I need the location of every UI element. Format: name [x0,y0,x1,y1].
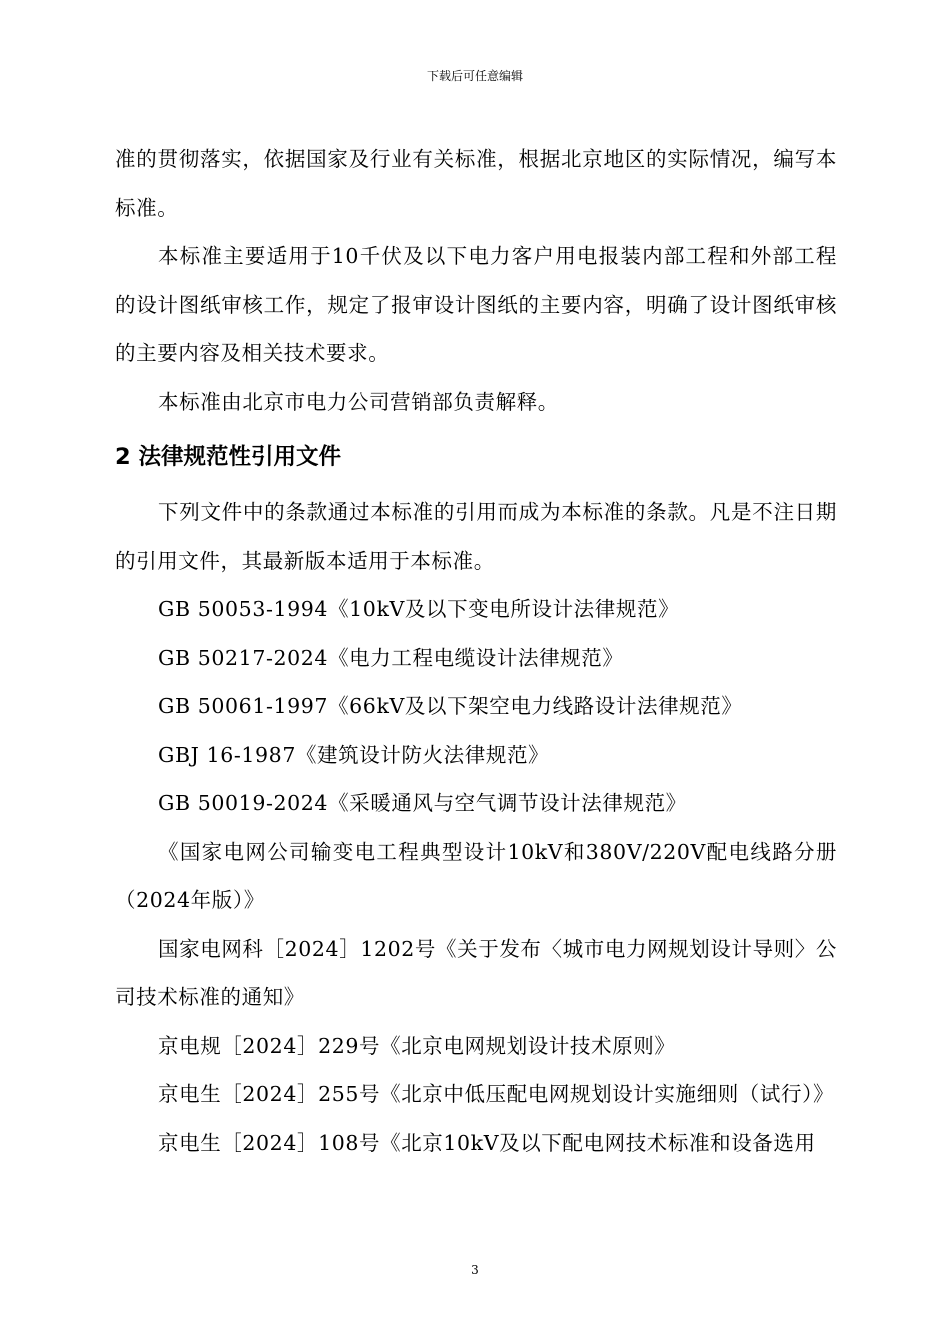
paragraph-continuation: 准的贯彻落实，依据国家及行业有关标准，根据北京地区的实际情况，编写本标准。 [115,147,837,220]
reference-item: GBJ 16-1987《建筑设计防火法律规范》 [158,742,550,767]
page-number: 3 [471,1263,479,1277]
reference-item: GB 50061-1997《66kV及以下架空电力线路设计法律规范》 [158,694,743,718]
section-heading: 2 法律规范性引用文件 [115,444,341,470]
paragraph-references-intro: 下列文件中的条款通过本标准的引用而成为本标准的条款。凡是不注日期的引用文件，其最新版本适用于本标准。 [115,500,837,573]
paragraph-scope: 本标准主要适用于10千伏及以下电力客户用电报装内部工程和外部工程的设计图纸审核工作，规定了报审设计图纸的主要内容，明确了设计图纸审核的主要内容及相关技术要求。 [115,244,837,365]
reference-item: GB 50053-1994《10kV及以下变电所设计法律规范》 [158,597,680,621]
reference-item: 《国家电网公司输变电工程典型设计10kV和380V/220V配电线路分册（2024年版）》 [115,839,837,912]
reference-item: GB 50217-2024《电力工程电缆设计法律规范》 [158,645,624,670]
reference-item: GB 50019-2024《采暖通风与空气调节设计法律规范》 [158,791,687,815]
document-body [115,135,837,1167]
reference-item: 国家电网科［2024］1202号《关于发布〈城市电力网规划设计导则〉公司技术标准的通知》 [115,936,837,1009]
reference-item: 京电规［2024］229号《北京电网规划设计技术原则》 [158,1033,676,1058]
reference-item: 京电生［2024］108号《北京10kV及以下配电网技术标准和设备选用 [158,1130,816,1155]
reference-item: 京电生［2024］255号《北京中低压配电网规划设计实施细则（试行）》 [158,1082,835,1106]
paragraph-interpretation: 本标准由北京市电力公司营销部负责解释。 [158,389,559,414]
page-header: 下载后可任意编辑 [426,69,523,83]
